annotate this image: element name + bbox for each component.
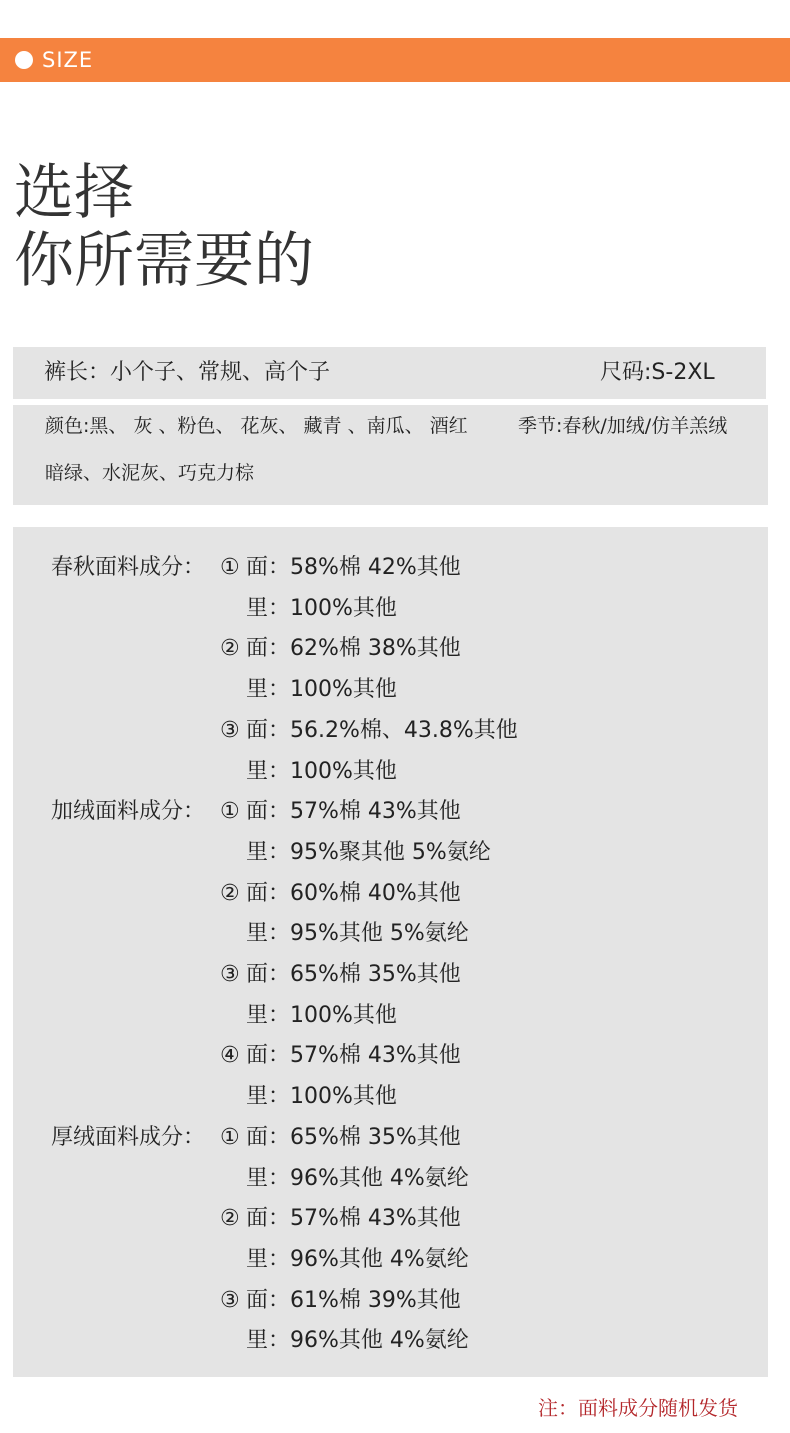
length-text: 裤长：小个子、常规、高个子 [44, 360, 331, 385]
fabric-row [13, 716, 768, 746]
fabric-composition-value: 面：56.2%棉、43.8%其他 [246, 717, 518, 743]
fabric-composition-value: 面：57%棉 43%其他 [246, 1043, 461, 1069]
fabric-row [13, 1082, 768, 1112]
fabric-option-number: ① [220, 555, 240, 580]
bullet-dot-icon [15, 51, 33, 69]
fabric-row [13, 1041, 768, 1071]
fabric-row [13, 675, 768, 705]
fabric-composition-value: 里：100%其他 [246, 1002, 397, 1028]
fabric-row [13, 1123, 768, 1153]
fabric-option-number: ② [220, 1206, 240, 1232]
fabric-composition-value: 面：58%棉 42%其他 [246, 555, 461, 580]
length-size-panel [13, 347, 766, 399]
fabric-composition-panel [13, 527, 768, 1377]
fabric-row [13, 879, 768, 909]
fabric-composition-value: 里：96%其他 4%氨纶 [246, 1165, 469, 1191]
fabric-row [13, 1326, 768, 1356]
fabric-composition-value: 里：100%其他 [246, 1084, 397, 1110]
fabric-row [13, 1286, 768, 1316]
fabric-section-label: 春秋面料成分： [51, 555, 206, 580]
fabric-option-number: ③ [220, 962, 240, 987]
headline-line-2: 你所需要的 [14, 226, 314, 296]
fabric-composition-value: 里：96%其他 4%氨纶 [246, 1328, 469, 1354]
fabric-composition-value: 里：96%其他 4%氨纶 [246, 1246, 469, 1272]
size-banner [0, 38, 790, 82]
fabric-row [13, 1245, 768, 1275]
fabric-row [13, 919, 768, 949]
fabric-composition-value: 里：100%其他 [246, 595, 397, 621]
colors-text-line-1: 颜色:黑、 灰 、粉色、 花灰、 藏青 、南瓜、 酒红 [45, 415, 468, 437]
fabric-section-label: 厚绒面料成分： [51, 1124, 206, 1150]
fabric-composition-value: 面：61%棉 39%其他 [246, 1287, 461, 1313]
fabric-option-number: ② [220, 636, 240, 662]
fabric-composition-value: 里：95%其他 5%氨纶 [246, 921, 469, 947]
fabric-option-number: ③ [220, 717, 240, 743]
fabric-composition-value: 面：57%棉 43%其他 [246, 799, 461, 825]
fabric-option-number: ② [220, 880, 240, 906]
headline-line-1: 选择 [14, 158, 134, 228]
banner-label: SIZE [42, 48, 94, 72]
size-text: 尺码:S-2XL [600, 360, 715, 385]
shipping-note: 注：面料成分随机发货 [538, 1396, 738, 1420]
fabric-row [13, 553, 768, 583]
fabric-composition-value: 面：60%棉 40%其他 [246, 880, 461, 906]
fabric-row [13, 1164, 768, 1194]
fabric-row [13, 960, 768, 990]
fabric-option-number: ① [220, 799, 240, 825]
fabric-row [13, 1204, 768, 1234]
fabric-composition-value: 面：62%棉 38%其他 [246, 636, 461, 662]
colors-text-line-2: 暗绿、水泥灰、巧克力棕 [45, 462, 255, 484]
fabric-option-number: ④ [220, 1043, 240, 1069]
fabric-row [13, 838, 768, 868]
fabric-option-number: ③ [220, 1287, 240, 1313]
fabric-row [13, 1001, 768, 1031]
fabric-composition-value: 面：65%棉 35%其他 [246, 1124, 461, 1150]
season-text: 季节:春秋/加绒/仿羊羔绒 [518, 415, 728, 437]
fabric-row [13, 797, 768, 827]
fabric-row [13, 634, 768, 664]
fabric-row [13, 757, 768, 787]
fabric-row [13, 594, 768, 624]
fabric-option-number: ① [220, 1124, 240, 1150]
fabric-composition-value: 面：65%棉 35%其他 [246, 962, 461, 987]
fabric-composition-value: 面：57%棉 43%其他 [246, 1206, 461, 1232]
fabric-composition-value: 里：100%其他 [246, 758, 397, 784]
color-season-panel [13, 405, 768, 505]
fabric-composition-value: 里：95%聚其他 5%氨纶 [246, 839, 491, 865]
fabric-section-label: 加绒面料成分： [51, 799, 206, 825]
fabric-composition-value: 里：100%其他 [246, 677, 397, 703]
